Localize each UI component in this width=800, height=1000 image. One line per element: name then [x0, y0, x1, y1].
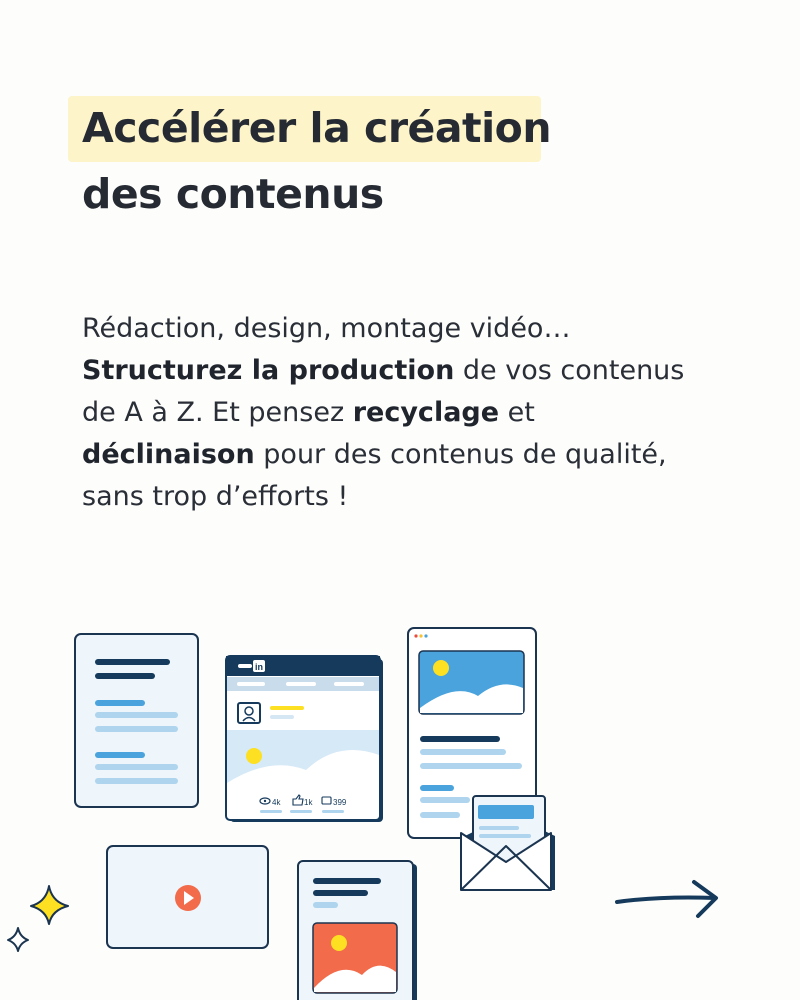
- views-count: 4k: [272, 798, 281, 807]
- text: de A à Z. Et pensez: [82, 397, 353, 428]
- linkedin-post-card: [226, 656, 383, 822]
- page-title-line-1: Accélérer la création: [82, 104, 552, 152]
- description: [82, 308, 722, 518]
- likes-count: 1k: [304, 798, 313, 807]
- video-card: [107, 846, 268, 948]
- image-icon: [313, 923, 397, 993]
- document-card: [75, 634, 198, 807]
- description-line-1: [82, 308, 722, 350]
- description-line-2: [82, 350, 722, 392]
- page-title-line-2: des contenus: [82, 170, 384, 218]
- article-card: [298, 861, 417, 1000]
- text: pour des contenus de qualité,: [254, 439, 667, 470]
- sparkle-icon: [8, 928, 28, 951]
- sparkle-icon: [31, 886, 68, 924]
- text: Rédaction, design, montage vidéo…: [82, 313, 571, 344]
- description-line-3: [82, 392, 722, 434]
- text: sans trop d’efforts !: [82, 481, 349, 512]
- comments-count: 399: [333, 798, 347, 807]
- play-icon: [175, 885, 201, 911]
- content-illustration: [0, 600, 800, 1000]
- linkedin-logo: in: [255, 662, 263, 672]
- envelope-icon: [461, 796, 555, 890]
- text: et: [499, 397, 535, 428]
- image-icon: [419, 651, 524, 714]
- bold-text: Structurez la production: [82, 355, 455, 386]
- text: de vos contenus: [454, 355, 685, 386]
- description-line-4: [82, 434, 722, 476]
- arrow-right-icon[interactable]: [617, 882, 716, 916]
- description-line-5: [82, 476, 722, 518]
- bold-text: recyclage: [352, 397, 500, 428]
- bold-text: déclinaison: [82, 439, 255, 470]
